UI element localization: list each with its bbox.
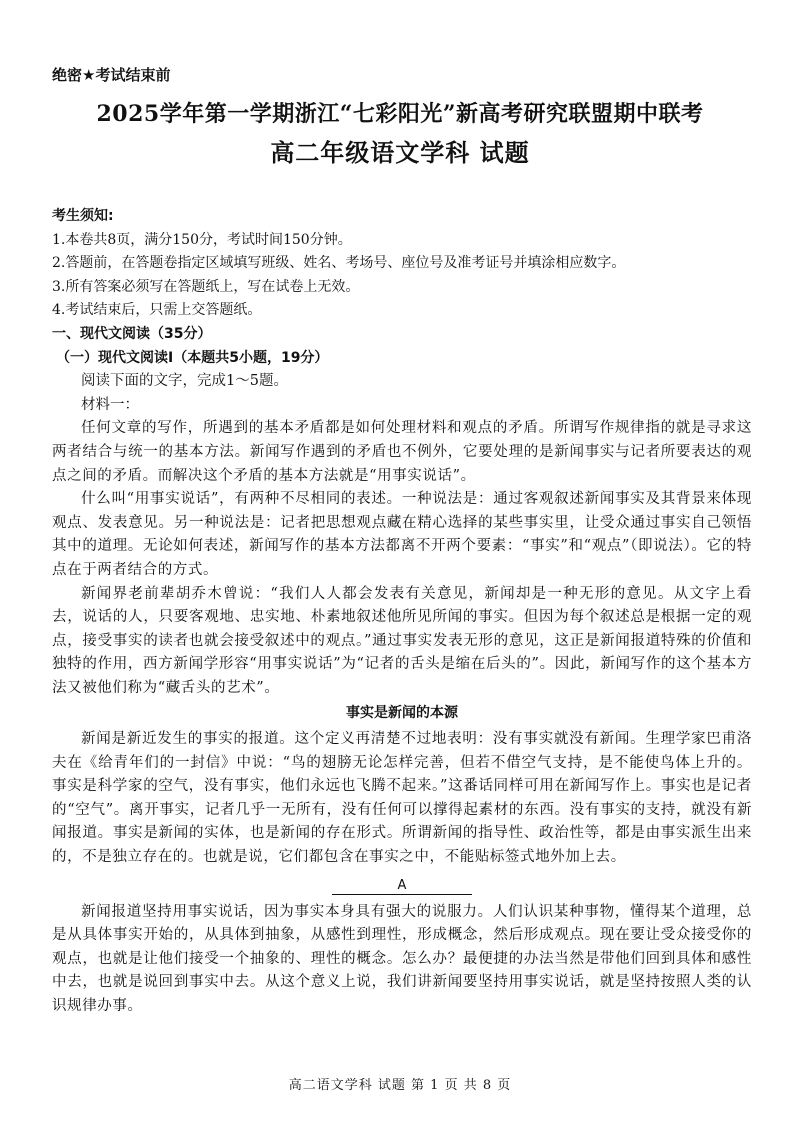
- exam-subtitle: 高二年级语文学科 试题: [270, 138, 530, 167]
- paragraph: 什么叫“用事实说话”，有两种不尽相同的表述。一种说法是：通过客观叙述新闻事实及其背景来体现观点、发表意见。另一种说法是：记者把思想观点藏在精心选择的某些事实里，让受众通过事实自己领悟其中的道理。无论如何表述，新闻写作的基本方法都离不开两个要素：“事实”和“观点”（即说法）。它的特点在于两者结合的方式。: [52, 491, 752, 578]
- paragraph: 任何文章的写作，所遇到的基本矛盾都是如何处理材料和观点的矛盾。所谓写作规律指的就是寻求这两者结合与统一的基本方法。新闻写作遇到的矛盾也不例外，它要处理的是新闻事实与记者所要表达的观点之间的矛盾。而解决这个矛盾的基本方法就是“用事实说话”。: [52, 420, 752, 484]
- section-heading: 一、现代文阅读（35分）: [52, 325, 212, 342]
- subsection-heading: （一）现代文阅读Ⅰ（本题共5小题，19分）: [56, 349, 329, 366]
- note-item: 3.所有答案必须写在答题纸上，写在试卷上无效。: [52, 278, 360, 295]
- paragraph: 新闻报道坚持用事实说话，因为事实本身具有强大的说服力。人们认识某种事物，懂得某个道理，总是从具体事实开始的，从具体到抽象，从感性到理性，形成概念，然后形成观点。现在要让受众接受你的观点，也就是让他们接受一个抽象的、理性的概念。怎么办？最便捷的办法当然是带他们回到具体和感性中去，也就是说回到事实中去。从这个意义上说，我们讲新闻要坚持用事实说话，就是坚持按照人类的认识规律办事。: [52, 903, 752, 1014]
- subsection-title: 事实是新闻的本源: [346, 705, 458, 722]
- instruction: 阅读下面的文字，完成1～5题。: [81, 373, 288, 390]
- note-item: 4.考试结束后，只需上交答题纸。: [52, 302, 262, 319]
- note-item: 1.本卷共8页，满分150分，考试时间150分钟。: [52, 231, 352, 248]
- paragraph: 新闻是新近发生的事实的报道。这个定义再清楚不过地表明：没有事实就没有新闻。生理学家巴甫洛夫在《给青年们的一封信》中说：“鸟的翅膀无论怎样完善，但若不借空气支持，是不能使鸟体上升的。事实是科学家的空气，没有事实，他们永远也飞腾不起来。”这番话同样可用在新闻写作上。事实也是记者的“空气”。离开事实，记者几乎一无所有，没有任何可以撑得起素材的东西。没有事实的支持，就没有新闻报道。事实是新闻的实体，也是新闻的存在形式。所谓新闻的指导性、政治性等，都是由事实派生出来的，不是独立存在的。也就是说，它们都包含在事实之中，不能贴标签式地外加上去。: [52, 731, 752, 866]
- paragraph: 新闻界老前辈胡乔木曾说：“我们人人都会发表有关意见，新闻却是一种无形的意见。从文字上看去，说话的人，只要客观地、忠实地、朴素地叙述他所见所闻的事实。但因为每个叙述总是根据一定的观点，接受事实的读者也就会接受叙述中的观点。”通过事实发表无形的意见，这正是新闻报道特殊的价值和独特的作用，西方新闻学形容“用事实说话”为“记者的舌头是缩在后头的”。因此，新闻写作的这个基本方法又被他们称为“藏舌头的艺术”。: [52, 585, 752, 696]
- exam-body: [52, 205, 752, 1019]
- exam-title: 2025学年第一学期浙江“七彩阳光”新高考研究联盟期中联考: [96, 101, 704, 127]
- page-footer: 高二语文学科 试题 第 1 页 共 8 页: [288, 1078, 512, 1093]
- confidential-label: 绝密★考试结束前: [52, 66, 171, 84]
- notes-heading: 考生须知:: [52, 208, 114, 224]
- note-item: 2.答题前，在答题卷指定区域填写班级、姓名、考场号、座位号及准考证号并填涂相应数字。: [52, 255, 626, 272]
- material-label: 材料一：: [81, 396, 139, 413]
- fill-blank-a: A: [332, 878, 472, 895]
